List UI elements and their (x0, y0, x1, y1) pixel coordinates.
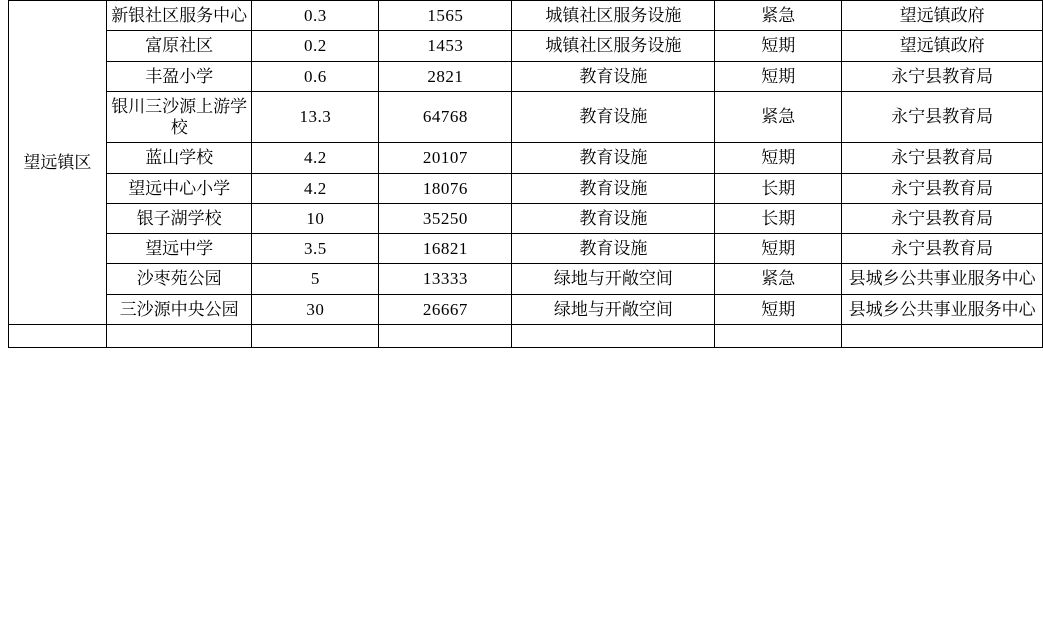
project-name: 银川三沙源上游学校 (106, 91, 251, 143)
project-org: 县城乡公共事业服务中心 (842, 294, 1043, 324)
project-name: 富原社区 (106, 31, 251, 61)
project-name: 望远中学 (106, 234, 251, 264)
project-org: 永宁县教育局 (842, 173, 1043, 203)
project-investment (379, 324, 512, 347)
project-investment: 1565 (379, 1, 512, 31)
project-term: 长期 (715, 203, 842, 233)
project-org: 永宁县教育局 (842, 143, 1043, 173)
project-term: 紧急 (715, 1, 842, 31)
row-gutter (0, 31, 8, 61)
project-type: 城镇社区服务设施 (512, 1, 715, 31)
project-investment: 20107 (379, 143, 512, 173)
project-term: 短期 (715, 234, 842, 264)
project-org: 望远镇政府 (842, 1, 1043, 31)
row-gutter (0, 234, 8, 264)
project-type: 绿地与开敞空间 (512, 294, 715, 324)
project-org: 永宁县教育局 (842, 203, 1043, 233)
project-name: 蓝山学校 (106, 143, 251, 173)
table-row (0, 203, 1043, 233)
project-area (252, 324, 379, 347)
project-type: 教育设施 (512, 234, 715, 264)
project-term: 紧急 (715, 91, 842, 143)
project-org: 永宁县教育局 (842, 91, 1043, 143)
project-investment: 2821 (379, 61, 512, 91)
row-gutter (0, 143, 8, 173)
table-body (0, 1, 1043, 348)
project-term: 短期 (715, 143, 842, 173)
project-area: 0.3 (252, 1, 379, 31)
project-area: 3.5 (252, 234, 379, 264)
project-area: 0.6 (252, 61, 379, 91)
region-cell-partial (8, 324, 106, 347)
row-gutter (0, 91, 8, 143)
project-area: 13.3 (252, 91, 379, 143)
project-investment: 35250 (379, 203, 512, 233)
project-org: 永宁县教育局 (842, 61, 1043, 91)
project-area: 5 (252, 264, 379, 294)
table-row-partial (0, 324, 1043, 347)
project-area: 30 (252, 294, 379, 324)
project-investment: 13333 (379, 264, 512, 294)
project-org: 望远镇政府 (842, 31, 1043, 61)
table-row (0, 143, 1043, 173)
project-term (715, 324, 842, 347)
region-cell: 望远镇区 (8, 1, 106, 325)
project-type: 教育设施 (512, 61, 715, 91)
project-type: 教育设施 (512, 173, 715, 203)
project-name: 望远中心小学 (106, 173, 251, 203)
project-investment: 16821 (379, 234, 512, 264)
project-type: 教育设施 (512, 143, 715, 173)
table-row (0, 1, 1043, 31)
project-term: 短期 (715, 294, 842, 324)
project-type: 教育设施 (512, 203, 715, 233)
project-name: 三沙源中央公园 (106, 294, 251, 324)
table-row (0, 91, 1043, 143)
project-term: 紧急 (715, 264, 842, 294)
project-name (106, 324, 251, 347)
project-investment: 26667 (379, 294, 512, 324)
project-investment: 1453 (379, 31, 512, 61)
table-row (0, 61, 1043, 91)
project-term: 短期 (715, 31, 842, 61)
table-row (0, 234, 1043, 264)
row-gutter (0, 203, 8, 233)
table-row (0, 173, 1043, 203)
project-investment: 18076 (379, 173, 512, 203)
project-org: 县城乡公共事业服务中心 (842, 264, 1043, 294)
table-row (0, 294, 1043, 324)
project-area: 0.2 (252, 31, 379, 61)
project-org: 永宁县教育局 (842, 234, 1043, 264)
project-area: 4.2 (252, 143, 379, 173)
project-name: 新银社区服务中心 (106, 1, 251, 31)
row-gutter (0, 1, 8, 31)
project-name: 丰盈小学 (106, 61, 251, 91)
row-gutter (0, 324, 8, 347)
row-gutter (0, 61, 8, 91)
project-type: 绿地与开敞空间 (512, 264, 715, 294)
project-area: 10 (252, 203, 379, 233)
project-type: 教育设施 (512, 91, 715, 143)
project-org (842, 324, 1043, 347)
table-row (0, 31, 1043, 61)
project-term: 长期 (715, 173, 842, 203)
table-row (0, 264, 1043, 294)
project-type: 城镇社区服务设施 (512, 31, 715, 61)
project-term: 短期 (715, 61, 842, 91)
row-gutter (0, 264, 8, 294)
project-name: 银子湖学校 (106, 203, 251, 233)
project-area: 4.2 (252, 173, 379, 203)
project-name: 沙枣苑公园 (106, 264, 251, 294)
row-gutter (0, 173, 8, 203)
row-gutter (0, 294, 8, 324)
project-investment: 64768 (379, 91, 512, 143)
project-type (512, 324, 715, 347)
